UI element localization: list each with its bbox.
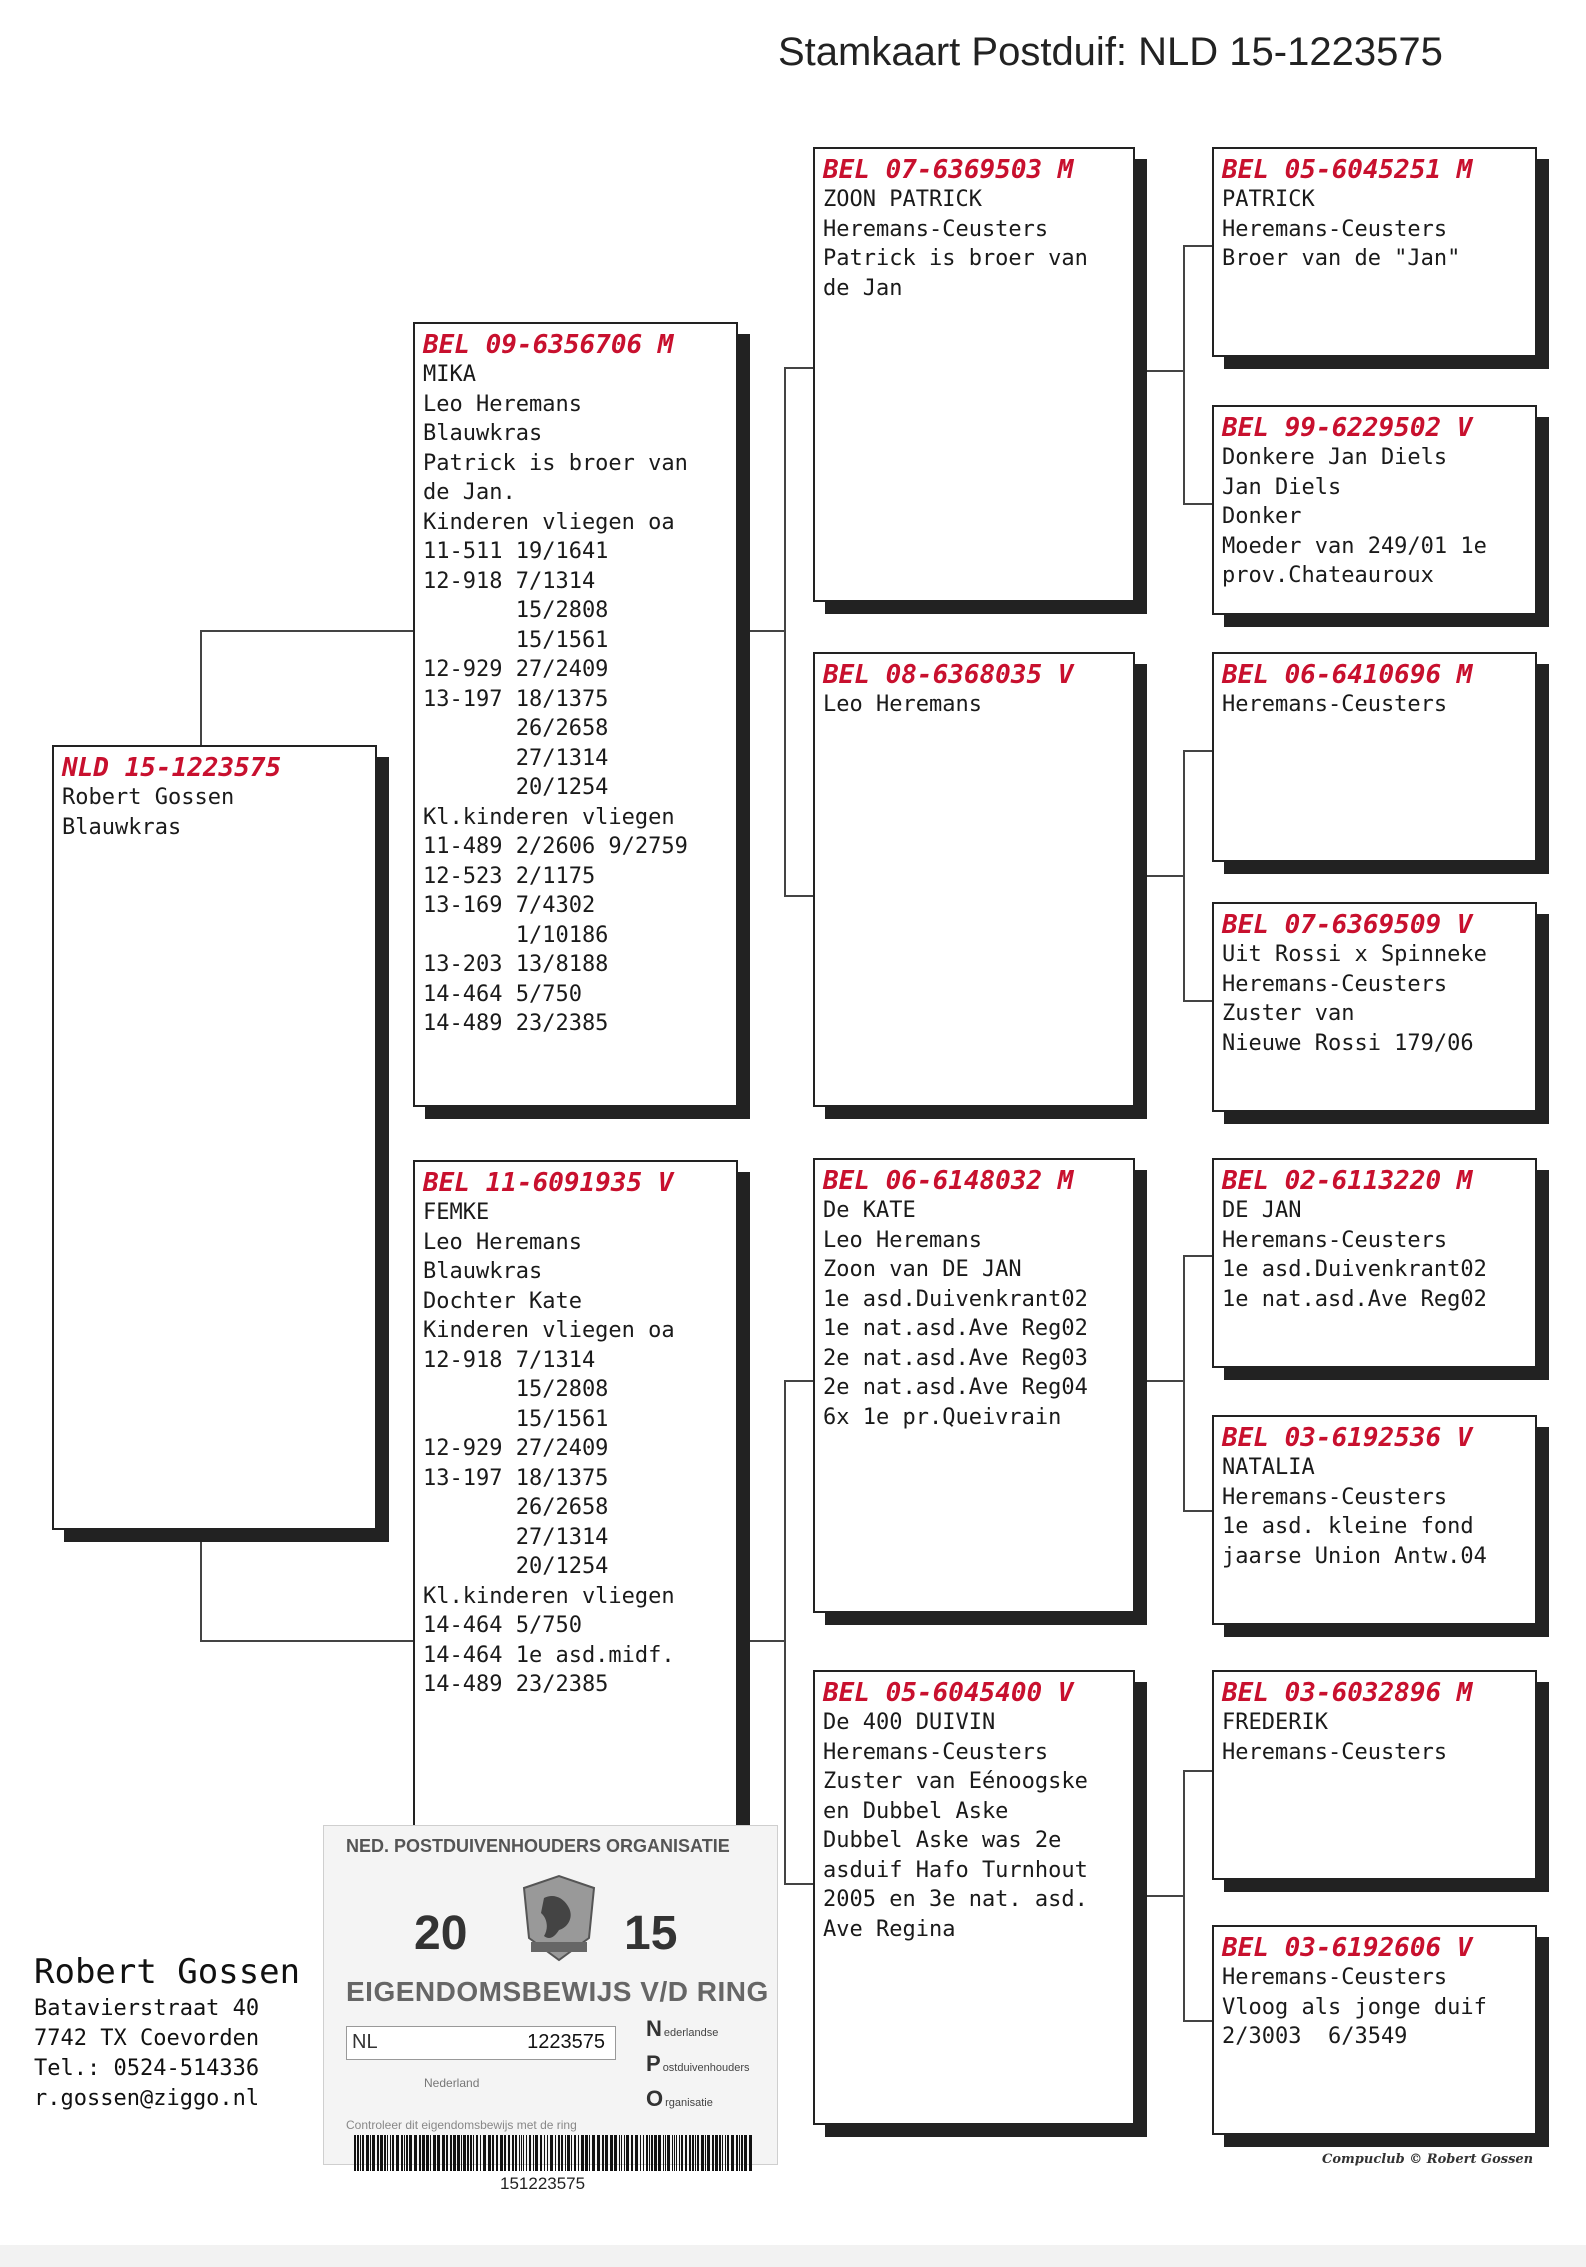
pigeon-info-line: 6x 1e pr.Queivrain xyxy=(823,1404,1062,1430)
pigeon-info-line: Heremans-Ceusters xyxy=(1222,1227,1448,1253)
pigeon-info-line: MIKA xyxy=(423,362,476,387)
pigeon-info-line: De KATE xyxy=(823,1198,916,1223)
ring-number: BEL 99-6229502 V xyxy=(1222,413,1473,443)
owner-block xyxy=(34,1950,300,2114)
pigeon-info-line: Leo Heremans xyxy=(823,1227,982,1253)
pigeon-info-line: Broer van de "Jan" xyxy=(1222,246,1461,271)
pigeon-card-gg-8 xyxy=(1212,1925,1537,2135)
pigeon-info-line: 14-464 5/750 xyxy=(423,1613,582,1638)
ring-number: BEL 05-6045400 V xyxy=(823,1678,1074,1708)
owner-name: Robert Gossen xyxy=(34,1952,301,1992)
pigeon-card-dam xyxy=(413,1160,738,1850)
pigeon-info-line: Heremans-Ceusters xyxy=(1222,1965,1448,1990)
owner-city: 7742 TX Coevorden xyxy=(34,2026,260,2051)
pigeon-info-line: 14-489 23/2385 xyxy=(423,1672,609,1697)
pigeon-info-line: Dubbel Aske was 2e xyxy=(823,1828,1062,1853)
owner-phone: Tel.: 0524-514336 xyxy=(34,2056,260,2081)
pigeon-info-line: Heremans-Ceusters xyxy=(1222,216,1448,242)
pigeon-info-line: Blauwkras xyxy=(423,1259,543,1284)
pigeon-info-line: Jan Diels xyxy=(1222,474,1342,500)
pigeon-info-line: jaarse Union Antw.04 xyxy=(1222,1543,1487,1569)
pigeon-card-gg-5 xyxy=(1212,1158,1537,1368)
pigeon-info-line: Leo Heremans xyxy=(423,1229,582,1255)
pigeon-info-line: 15/1561 xyxy=(423,627,609,653)
pigeon-info-line: 27/1314 xyxy=(423,745,609,771)
pigeon-info-line: 1e asd.Duivenkrant02 xyxy=(823,1286,1088,1312)
pigeon-info-line: FEMKE xyxy=(423,1200,490,1225)
pigeon-info-line: 12-523 2/1175 xyxy=(423,863,596,889)
ring-number: BEL 02-6113220 M xyxy=(1222,1166,1473,1196)
certificate-ring-number: 1223575 xyxy=(527,2031,605,2053)
pigeon-info-line: 12-918 7/1314 xyxy=(423,568,596,594)
ring-number: NLD 15-1223575 xyxy=(62,753,282,783)
pigeon-info-line: asduif Hafo Turnhout xyxy=(823,1857,1088,1883)
pigeon-info-line: 14-464 5/750 xyxy=(423,981,582,1007)
pigeon-info-line: Blauwkras xyxy=(423,421,543,446)
pigeon-info-line: 12-929 27/2409 xyxy=(423,657,609,682)
pigeon-info-line: 1/10186 xyxy=(423,922,609,948)
pigeon-info-line: 26/2658 xyxy=(423,716,609,741)
certificate-year-left: 20 xyxy=(414,1907,468,1960)
pigeon-info-line: 1e nat.asd.Ave Reg02 xyxy=(823,1316,1088,1341)
pigeon-info-line: 12-918 7/1314 xyxy=(423,1347,596,1373)
ring-number: BEL 11-6091935 V xyxy=(423,1168,674,1198)
pigeon-info-line: Heremans-Ceusters xyxy=(823,216,1049,242)
ring-number: BEL 08-6368035 V xyxy=(823,660,1074,690)
pigeon-info-line: Vloog als jonge duif xyxy=(1222,1994,1487,2020)
pigeon-info-line: Uit Rossi x Spinneke xyxy=(1222,942,1487,967)
pigeon-card-sire-dam xyxy=(813,652,1135,1107)
page-title: Stamkaart Postduif: NLD 15-1223575 xyxy=(778,30,1443,74)
pigeon-info-line: 2/3003 6/3549 xyxy=(1222,2024,1408,2049)
certificate-year-right: 15 xyxy=(624,1907,678,1960)
pigeon-info-line: Patrick is broer van xyxy=(423,450,688,476)
pigeon-info-line: Kl.kinderen vliegen xyxy=(423,1583,675,1609)
pigeon-info-line: en Dubbel Aske xyxy=(823,1798,1009,1824)
owner-email: r.gossen@ziggo.nl xyxy=(34,2086,260,2111)
pigeon-info-line: 11-511 19/1641 xyxy=(423,539,609,564)
pigeon-info-line: Donker xyxy=(1222,504,1302,529)
pigeon-card-dam-dam xyxy=(813,1670,1135,2125)
pigeon-info-line: Leo Heremans xyxy=(823,692,982,717)
pigeon-info-line: 2e nat.asd.Ave Reg03 xyxy=(823,1345,1088,1371)
pigeon-info-line: 13-169 7/4302 xyxy=(423,893,596,918)
pigeon-info-line: 15/2808 xyxy=(423,1377,609,1402)
pigeon-info-line: ZOON PATRICK xyxy=(823,187,982,212)
pigeon-info-line: de Jan. xyxy=(423,480,516,505)
pigeon-info-line: NATALIA xyxy=(1222,1455,1315,1480)
pigeon-info-line: 15/1561 xyxy=(423,1406,609,1432)
pigeon-card-sire xyxy=(413,322,738,1107)
ring-number: BEL 09-6356706 M xyxy=(423,330,674,360)
pigeon-info-line: Ave Regina xyxy=(823,1916,956,1942)
ring-number: BEL 07-6369509 V xyxy=(1222,910,1473,940)
pigeon-info-line: 15/2808 xyxy=(423,598,609,623)
pigeon-info-line: de Jan xyxy=(823,275,903,301)
ring-number: BEL 06-6148032 M xyxy=(823,1166,1074,1196)
pigeon-info-line: Heremans-Ceusters xyxy=(1222,1484,1448,1510)
ring-number: BEL 07-6369503 M xyxy=(823,155,1074,185)
barcode-number: 151223575 xyxy=(500,2174,586,2193)
pigeon-card-gg-6 xyxy=(1212,1415,1537,1625)
pigeon-info-line: prov.Chateauroux xyxy=(1222,563,1434,588)
ring-number: BEL 03-6032896 M xyxy=(1222,1678,1473,1708)
ring-number: BEL 05-6045251 M xyxy=(1222,155,1473,185)
footer-credit: Compuclub © Robert Gossen xyxy=(1322,2152,1534,2167)
pigeon-info-line: Kl.kinderen vliegen xyxy=(423,804,675,830)
pigeon-info-line: Heremans-Ceusters xyxy=(1222,971,1448,997)
pigeon-info-line: Zuster van Eénoogske xyxy=(823,1769,1088,1794)
pigeon-card-gg-7 xyxy=(1212,1670,1537,1880)
pigeon-info-line: 2005 en 3e nat. asd. xyxy=(823,1887,1088,1912)
pigeon-info-line: Moeder van 249/01 1e xyxy=(1222,533,1487,559)
pigeon-card-sire-sire xyxy=(813,147,1135,602)
certificate-country-code: NL xyxy=(352,2031,378,2053)
pigeon-info-line: Nieuwe Rossi 179/06 xyxy=(1222,1030,1474,1056)
owner-address: Batavierstraat 40 xyxy=(34,1996,260,2021)
pigeon-info-line: 14-464 1e asd.midf. xyxy=(423,1642,675,1668)
pigeon-info-line: 13-203 13/8188 xyxy=(423,952,609,977)
certificate-ring-field xyxy=(346,2026,616,2060)
pigeon-info-line: Heremans-Ceusters xyxy=(823,1739,1049,1765)
pigeon-info-line: 11-489 2/2606 9/2759 xyxy=(423,834,688,859)
pigeon-info-line: 26/2658 xyxy=(423,1495,609,1520)
pigeon-info-line: Kinderen vliegen oa xyxy=(423,509,675,535)
pigeon-info-line: Leo Heremans xyxy=(423,391,582,417)
pigeon-info-line: 20/1254 xyxy=(423,775,609,800)
pigeon-info-line: De 400 DUIVIN xyxy=(823,1710,996,1735)
pigeon-info-line: Dochter Kate xyxy=(423,1288,582,1314)
ring-number: BEL 06-6410696 M xyxy=(1222,660,1473,690)
pigeon-card-gg-1 xyxy=(1212,147,1537,357)
ownership-certificate xyxy=(323,1825,778,2165)
pigeon-card-subject xyxy=(52,745,377,1530)
certificate-country-label: Nederland xyxy=(424,2076,480,2090)
pigeon-info-line: 27/1314 xyxy=(423,1524,609,1550)
pigeon-info-line: 20/1254 xyxy=(423,1554,609,1579)
pigeon-info-line: 13-197 18/1375 xyxy=(423,1465,609,1491)
certificate-note: Controleer dit eigendomsbewijs met de ring xyxy=(346,2118,577,2132)
lion-emblem-icon xyxy=(509,1868,609,1968)
pigeon-info-line: 14-489 23/2385 xyxy=(423,1011,609,1036)
barcode-icon xyxy=(354,2135,754,2171)
certificate-organisation: NED. POSTDUIVENHOUDERS ORGANISATIE xyxy=(346,1836,730,1856)
npo-line-o: Organisatie xyxy=(646,2086,713,2111)
pigeon-info-line: 1e asd.Duivenkrant02 xyxy=(1222,1257,1487,1282)
npo-line-n: Nederlandse xyxy=(646,2016,719,2041)
pigeon-info-line: Robert Gossen xyxy=(62,785,235,810)
pigeon-info-line: Donkere Jan Diels xyxy=(1222,445,1448,470)
ring-number: BEL 03-6192606 V xyxy=(1222,1933,1473,1963)
npo-line-p: Postduivenhouders xyxy=(646,2051,750,2076)
pigeon-info-line: Patrick is broer van xyxy=(823,246,1088,271)
pigeon-info-line: DE JAN xyxy=(1222,1198,1302,1223)
pigeon-info-line: Kinderen vliegen oa xyxy=(423,1318,675,1343)
pigeon-card-gg-3 xyxy=(1212,652,1537,862)
pigeon-info-line: Heremans-Ceusters xyxy=(1222,692,1448,717)
pigeon-info-line: Zoon van DE JAN xyxy=(823,1257,1022,1282)
certificate-title: EIGENDOMSBEWIJS V/D RING xyxy=(346,1976,769,2007)
pigeon-info-line: 12-929 27/2409 xyxy=(423,1436,609,1461)
bottom-band xyxy=(0,2245,1586,2267)
pigeon-info-line: 1e nat.asd.Ave Reg02 xyxy=(1222,1286,1487,1312)
pigeon-info-line: FREDERIK xyxy=(1222,1710,1328,1735)
pigeon-card-dam-sire xyxy=(813,1158,1135,1613)
pigeon-card-gg-2 xyxy=(1212,405,1537,615)
pigeon-info-line: 1e asd. kleine fond xyxy=(1222,1514,1474,1539)
pigeon-info-line: PATRICK xyxy=(1222,187,1315,212)
pigeon-info-line: Zuster van xyxy=(1222,1001,1355,1026)
pigeon-card-gg-4 xyxy=(1212,902,1537,1112)
ring-number: BEL 03-6192536 V xyxy=(1222,1423,1473,1453)
pigeon-info-line: Blauwkras xyxy=(62,814,182,840)
pigeon-info-line: 2e nat.asd.Ave Reg04 xyxy=(823,1375,1088,1400)
pigeon-info-line: 13-197 18/1375 xyxy=(423,686,609,712)
pigeon-info-line: Heremans-Ceusters xyxy=(1222,1739,1448,1765)
